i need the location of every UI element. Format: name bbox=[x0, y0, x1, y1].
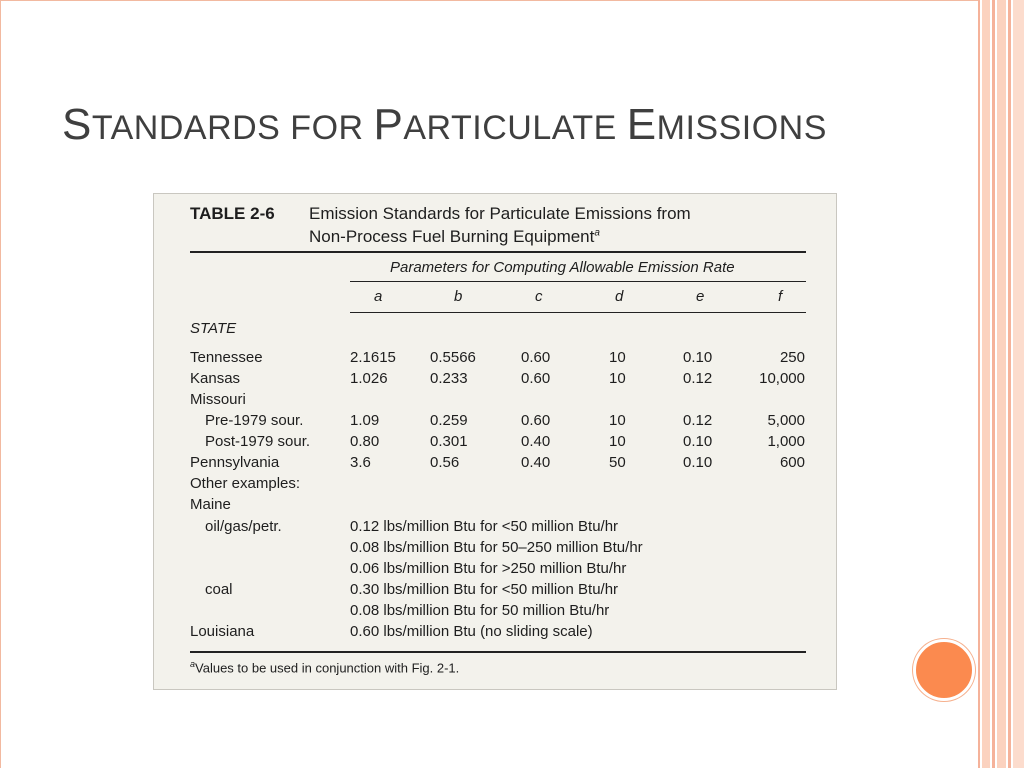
cell-a: 0.80 bbox=[350, 433, 380, 450]
stripe bbox=[978, 0, 980, 768]
slide-frame-left bbox=[0, 0, 1, 768]
state-header: STATE bbox=[190, 320, 237, 337]
example-label: coal bbox=[205, 581, 233, 598]
stripe bbox=[992, 0, 995, 768]
row-label: Tennessee bbox=[190, 349, 263, 366]
table-number: TABLE 2-6 bbox=[190, 204, 275, 223]
cell-d: 10 bbox=[609, 412, 626, 429]
row-label: Maine bbox=[190, 496, 231, 513]
column-header-b: b bbox=[454, 288, 463, 305]
scanned-table-image bbox=[153, 193, 837, 690]
title-rest: ARTICULATE bbox=[403, 109, 627, 147]
cell-c: 0.40 bbox=[521, 454, 551, 471]
example-text: 0.60 lbs/million Btu (no sliding scale) bbox=[350, 623, 593, 640]
title-cap: S bbox=[62, 100, 92, 149]
cell-f: 600 bbox=[779, 454, 805, 471]
cell-b: 0.233 bbox=[430, 370, 468, 387]
cell-d: 10 bbox=[609, 370, 626, 387]
example-text: 0.30 lbs/million Btu for <50 million Btu/hr bbox=[350, 581, 619, 598]
slide-frame-top bbox=[0, 0, 980, 1]
params-header: Parameters for Computing Allowable Emission Rate bbox=[390, 259, 735, 276]
example-label: Louisiana bbox=[190, 623, 255, 640]
cell-b: 0.5566 bbox=[430, 349, 476, 366]
table-caption-line2 bbox=[309, 227, 600, 247]
column-header-d: d bbox=[615, 288, 624, 305]
example-text: 0.08 lbs/million Btu for 50–250 million Btu/hr bbox=[350, 539, 643, 556]
cell-e: 0.10 bbox=[683, 433, 713, 450]
stripe bbox=[982, 0, 990, 768]
stripe bbox=[997, 0, 1006, 768]
cell-c: 0.40 bbox=[521, 433, 551, 450]
row-label: Post-1979 sour. bbox=[205, 433, 311, 450]
stripe bbox=[1013, 0, 1024, 768]
cell-f: 250 bbox=[779, 349, 805, 366]
cell-f: 10,000 bbox=[759, 370, 805, 387]
column-header-f: f bbox=[778, 288, 783, 305]
cell-e: 0.12 bbox=[683, 370, 713, 387]
slide-title bbox=[62, 100, 827, 150]
cell-f: 5,000 bbox=[767, 412, 805, 429]
stripe bbox=[1008, 0, 1011, 768]
column-header-c: c bbox=[535, 288, 543, 305]
cell-b: 0.56 bbox=[430, 454, 460, 471]
table-caption-line1: Emission Standards for Particulate Emissions from bbox=[309, 204, 691, 223]
cell-f: 1,000 bbox=[767, 433, 805, 450]
footnote-mark: a bbox=[190, 659, 196, 669]
cell-d: 10 bbox=[609, 349, 626, 366]
caption-line2-text: Non-Process Fuel Burning Equipment bbox=[309, 227, 595, 246]
cell-b: 0.259 bbox=[430, 412, 468, 429]
cell-a: 2.1615 bbox=[350, 349, 396, 366]
column-header-rule bbox=[350, 312, 806, 313]
row-label: Pennsylvania bbox=[190, 454, 280, 471]
example-text: 0.06 lbs/million Btu for >250 million Btu/hr bbox=[350, 560, 627, 577]
cell-a: 3.6 bbox=[350, 454, 371, 471]
cell-c: 0.60 bbox=[521, 412, 551, 429]
row-label: Missouri bbox=[190, 391, 246, 408]
row-label: Kansas bbox=[190, 370, 241, 387]
row-label: Other examples: bbox=[190, 475, 301, 492]
cell-c: 0.60 bbox=[521, 349, 551, 366]
footnote-text: Values to be used in conjunction with Fig. 2-1. bbox=[195, 660, 460, 676]
row-label: Pre-1979 sour. bbox=[205, 412, 304, 429]
example-label: oil/gas/petr. bbox=[205, 518, 282, 535]
caption-footnote-mark: a bbox=[594, 227, 600, 239]
column-header-e: e bbox=[696, 288, 705, 305]
title-cap: P bbox=[373, 100, 404, 149]
cell-b: 0.301 bbox=[430, 433, 468, 450]
decorative-stripes bbox=[978, 0, 1024, 768]
title-rest: MISSIONS bbox=[656, 109, 827, 147]
cell-a: 1.026 bbox=[350, 370, 388, 387]
title-rest: TANDARDS FOR bbox=[91, 109, 374, 147]
table-footnote bbox=[190, 659, 459, 675]
table-top-rule bbox=[190, 251, 806, 253]
cell-e: 0.12 bbox=[683, 412, 713, 429]
title-cap: E bbox=[626, 100, 657, 149]
params-rule bbox=[350, 281, 806, 282]
table-bottom-rule bbox=[190, 651, 806, 653]
decorative-circle bbox=[913, 639, 975, 701]
cell-d: 50 bbox=[609, 454, 626, 471]
cell-e: 0.10 bbox=[683, 349, 713, 366]
cell-d: 10 bbox=[609, 433, 626, 450]
cell-e: 0.10 bbox=[683, 454, 713, 471]
column-header-a: a bbox=[374, 288, 383, 305]
cell-c: 0.60 bbox=[521, 370, 551, 387]
cell-a: 1.09 bbox=[350, 412, 380, 429]
example-text: 0.12 lbs/million Btu for <50 million Btu/hr bbox=[350, 518, 619, 535]
example-text: 0.08 lbs/million Btu for 50 million Btu/hr bbox=[350, 602, 610, 619]
